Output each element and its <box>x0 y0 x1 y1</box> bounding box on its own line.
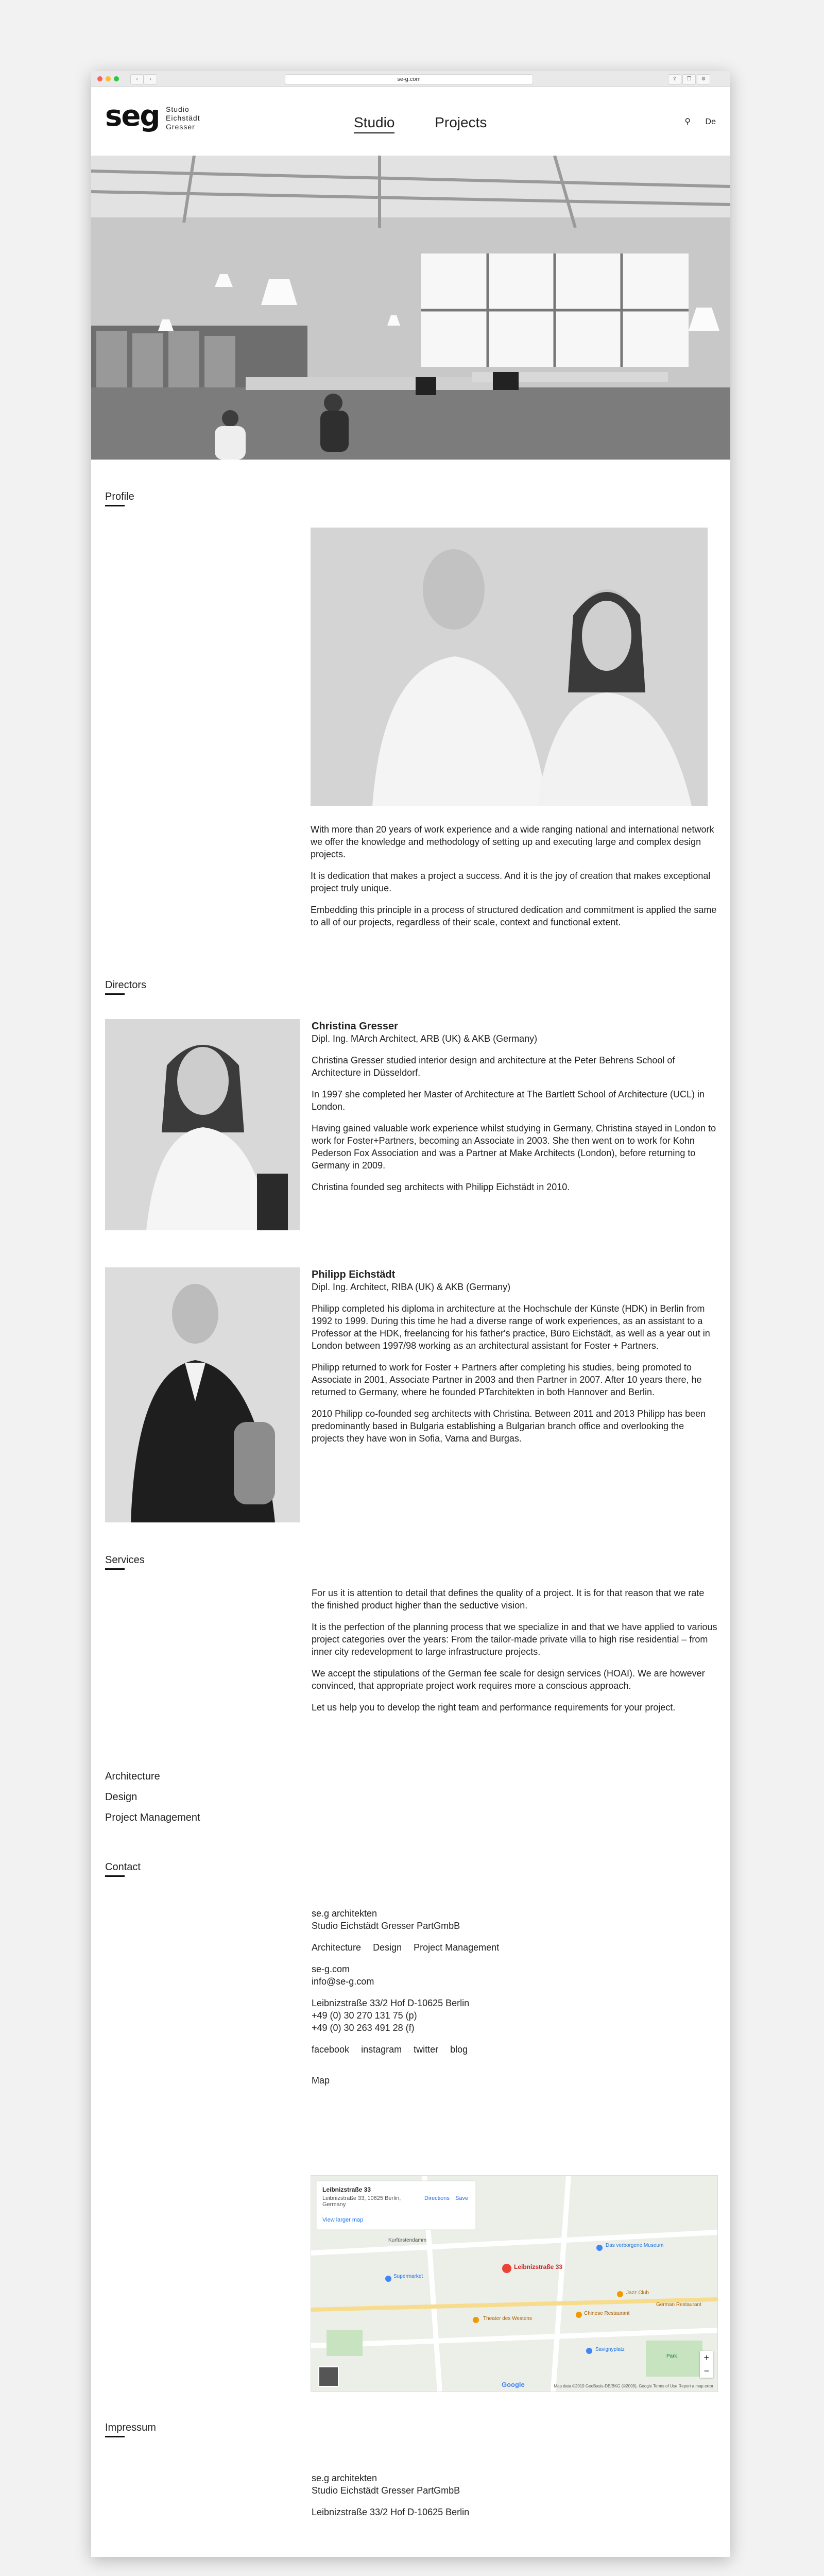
email-link[interactable]: info@se-g.com <box>312 1976 374 1987</box>
map-place[interactable]: German Restaurant <box>656 2302 701 2308</box>
profile-paragraph: It is dedication that makes a project a success. And it is the joy of creation that makes exceptional project truly unique. <box>311 871 711 893</box>
section-title-directors: Directors <box>105 978 146 995</box>
settings-icon[interactable]: ⚙ <box>697 74 710 84</box>
zoom-out-icon[interactable]: − <box>703 2366 710 2376</box>
contact-company-full: Studio Eichstädt Gresser PartGmbB <box>312 1921 460 1931</box>
philipp-illustration <box>105 1267 300 1522</box>
map-place[interactable]: Chinese Restaurant <box>584 2311 630 2316</box>
map-place[interactable]: Jazz Club <box>626 2290 649 2296</box>
directors-photo <box>311 528 708 806</box>
director-name: Christina Gresser <box>312 1021 398 1032</box>
logo-line-3: Gresser <box>166 123 195 131</box>
impressum-company-full: Studio Eichstädt Gresser PartGmbB <box>312 2485 460 2496</box>
map-pin-label: Leibnizstraße 33 <box>514 2263 563 2270</box>
nav-studio[interactable]: Studio <box>354 114 394 133</box>
language-switch[interactable]: De <box>705 117 716 126</box>
facebook-link[interactable]: facebook <box>312 2044 350 2055</box>
service-item[interactable]: Design <box>105 1791 138 1803</box>
office-illustration <box>91 156 730 460</box>
map-card-title: Leibnizstraße 33 <box>322 2186 371 2193</box>
logo-mark: seg <box>105 99 160 133</box>
tabs-icon[interactable]: ❐ <box>682 74 696 84</box>
services-list <box>105 1766 200 1828</box>
map-place[interactable]: Das verborgene Museum <box>606 2243 664 2248</box>
section-title-impressum: Impressum <box>105 2420 156 2437</box>
main-nav <box>354 114 523 131</box>
profile-text <box>311 823 717 938</box>
section-title-contact: Contact <box>105 1860 141 1877</box>
contact-company: se.g architekten <box>312 1908 377 1919</box>
contact-category-link[interactable]: Design <box>373 1942 402 1953</box>
contact-categories <box>312 1941 718 1954</box>
map-label: Map <box>312 2075 330 2086</box>
profile-paragraph: With more than 20 years of work experience and a wide ranging national and international network we offer the knowledge and methodology of setting up and executing large and complex design projects. <box>311 824 714 859</box>
contact-fax: +49 (0) 30 263 491 28 (f) <box>312 2023 415 2033</box>
twitter-link[interactable]: twitter <box>414 2044 439 2055</box>
satellite-toggle[interactable] <box>318 2366 339 2387</box>
google-logo: Google <box>502 2381 525 2388</box>
hero-office-photo <box>91 156 730 460</box>
map-card-address: Leibnizstraße 33, 10625 Berlin, Germany <box>322 2195 401 2208</box>
save-place-button[interactable]: Save <box>455 2195 469 2201</box>
bio-paragraph: Having gained valuable work experience whilst studying in Germany, Christina stayed in London to work for Foster+Partners, becoming an Associate in 2003. She then went on to work for Kohn Pederson Fox Association and was a Partner at Make Architects (London), before returning to Germany in 2009. <box>312 1123 716 1171</box>
service-item[interactable]: Architecture <box>105 1771 160 1782</box>
services-text <box>312 1587 718 1723</box>
bio-paragraph: Philipp returned to work for Foster + Partners after completing his studies, being promoted to Associate in 2001, Associate Partner in 2003 and then Partner in 2007. After 10 years there, he returned to Germany, where he founded PTarchitekten in both Hannover and Berlin. <box>312 1362 702 1397</box>
philipp-bio <box>312 1268 718 1454</box>
contact-phone[interactable]: +49 (0) 30 270 131 75 (p) <box>312 2010 417 2021</box>
bio-paragraph: Christina Gresser studied interior design and architecture at the Peter Behrens School of Architecture in Düsseldorf. <box>312 1055 675 1078</box>
map-attribution: Map data ©2019 GeoBasis-DE/BKG (©2009), Google Terms of Use Report a map error <box>554 2384 713 2388</box>
search-icon[interactable]: ⚲ <box>684 117 691 126</box>
zoom-in-icon[interactable]: + <box>703 2352 710 2363</box>
bio-paragraph: Christina founded seg architects with Philipp Eichstädt in 2010. <box>312 1182 570 1192</box>
browser-toolbar <box>91 71 730 87</box>
browser-window <box>91 71 730 2557</box>
website-link[interactable]: se-g.com <box>312 1964 350 1974</box>
director-credentials: Dipl. Ing. Architect, RIBA (UK) & AKB (Germany) <box>312 1282 511 1292</box>
section-title-services: Services <box>105 1553 145 1570</box>
map-place[interactable]: Kurfürstendamm <box>388 2238 426 2243</box>
christina-illustration <box>105 1019 300 1230</box>
map-illustration <box>311 2176 717 2392</box>
philipp-portrait <box>105 1267 300 1522</box>
directors-illustration <box>311 528 708 806</box>
director-credentials: Dipl. Ing. MArch Architect, ARB (UK) & AKB (Germany) <box>312 1033 538 1044</box>
impressum-address: Leibnizstraße 33/2 Hof D-10625 Berlin <box>312 2507 470 2517</box>
christina-portrait <box>105 1019 300 1230</box>
services-paragraph: Let us help you to develop the right team and performance requirements for your project. <box>312 1702 676 1713</box>
services-paragraph: For us it is attention to detail that defines the quality of a project. It is for that reason that we rate the finished product higher than the seductive vision. <box>312 1588 705 1611</box>
christina-bio <box>312 1020 718 1202</box>
embedded-map[interactable] <box>311 2175 718 2392</box>
services-paragraph: It is the perfection of the planning process that we specialize in and that we have applied to various project categories over the years: From the tailor-made private villa to high rise residential – from inner city redevelopment to large infrastructure projects. <box>312 1622 717 1657</box>
larger-map-link[interactable]: View larger map <box>322 2217 364 2223</box>
contact-category-link[interactable]: Architecture <box>312 1942 362 1953</box>
contact-block <box>312 1907 718 2087</box>
nav-projects[interactable]: Projects <box>435 114 487 130</box>
impressum-block <box>312 2472 718 2518</box>
map-place[interactable]: Supermarket <box>393 2274 423 2279</box>
contact-address: Leibnizstraße 33/2 Hof D-10625 Berlin <box>312 1998 470 2008</box>
section-title-profile: Profile <box>105 489 134 506</box>
minimize-window-button[interactable] <box>106 76 111 81</box>
contact-category-link[interactable]: Project Management <box>414 1942 500 1953</box>
logo-text <box>166 105 269 131</box>
map-place[interactable]: Savignyplatz <box>595 2347 625 2352</box>
share-icon[interactable]: ⇪ <box>668 74 681 84</box>
social-links <box>312 2043 718 2056</box>
bio-paragraph: Philipp completed his diploma in architecture at the Hochschule der Künste (HDK) in Berlin from 1992 to 1999. During this time he had a diverse range of work experiences, as an assistant to a Professor at the HDK, freelancing for his father's practice, Büro Eichstädt, as well as a year out in London between 1997/98 working as an architectural assistant for Foster + Partners. <box>312 1303 710 1351</box>
impressum-company: se.g architekten <box>312 2473 377 2483</box>
bio-paragraph: In 1997 she completed her Master of Architecture at The Bartlett School of Architecture (UCL) in London. <box>312 1089 705 1112</box>
map-place[interactable]: Theater des Westens <box>483 2316 532 2321</box>
maximize-window-button[interactable] <box>114 76 119 81</box>
instagram-link[interactable]: instagram <box>361 2044 402 2055</box>
director-name: Philipp Eichstädt <box>312 1269 396 1280</box>
back-icon[interactable]: ‹ <box>130 74 144 84</box>
logo-line-2: Eichstädt <box>166 114 200 122</box>
blog-link[interactable]: blog <box>450 2044 468 2055</box>
header-tools <box>684 116 716 127</box>
services-paragraph: We accept the stipulations of the German fee scale for design services (HOAI). We are however convinced, that appropriate project work requires more a conscious approach. <box>312 1668 705 1691</box>
map-place[interactable]: Park <box>666 2353 677 2359</box>
logo-line-1: Studio <box>166 105 190 113</box>
bio-paragraph: 2010 Philipp co-founded seg architects with Christina. Between 2011 and 2013 Philipp has been predominantly based in Bulgaria establishing a Bulgarian branch office and overlooking the projects they have won in Sofia, Varna and Burgas. <box>312 1409 706 1444</box>
address-bar[interactable]: se-g.com <box>285 74 533 84</box>
forward-icon[interactable]: › <box>144 74 157 84</box>
service-item[interactable]: Project Management <box>105 1812 200 1823</box>
close-window-button[interactable] <box>97 76 102 81</box>
map-zoom-controls <box>700 2351 713 2378</box>
site-logo[interactable] <box>105 99 200 133</box>
profile-paragraph: Embedding this principle in a process of structured dedication and commitment is applied the same to all of our projects, regardless of their scale, context and functional extent. <box>311 905 717 927</box>
directions-button[interactable]: Directions <box>424 2195 450 2201</box>
